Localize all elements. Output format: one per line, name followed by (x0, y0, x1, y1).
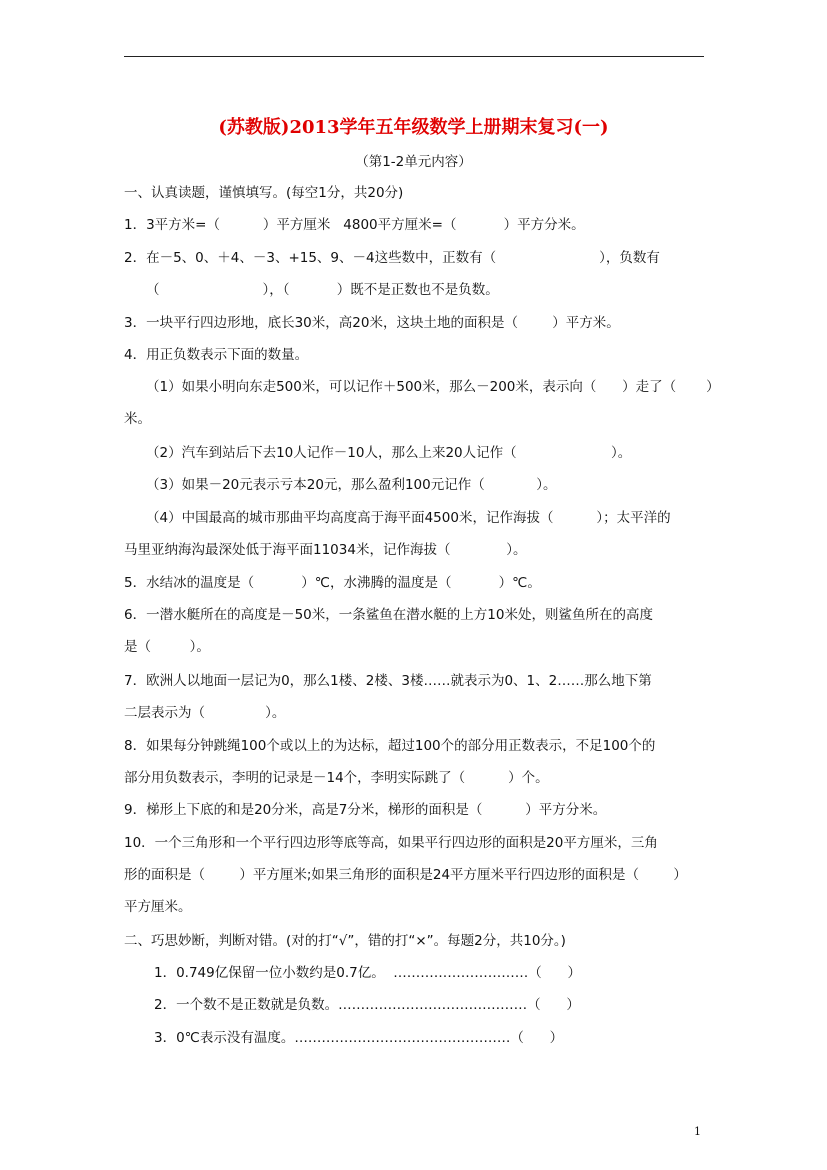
section2-heading: 二、巧思妙断，判断对错。(对的打“√”，错的打“×”。每题2分，共10分。) (124, 933, 566, 949)
question-3: 3．一块平行四边形地，底长30米，高20米，这块土地的面积是（ ）平方米。 (124, 315, 620, 331)
question-7-line-2: 二层表示为（ ）。 (124, 705, 286, 721)
question-4-1-line-2: 米。 (124, 411, 151, 427)
question-6-line-1: 6．一潜水艇所在的高度是－50米，一条鲨鱼在潜水艇的上方10米处，则鲨鱼所在的高度 (124, 607, 653, 623)
question-6-line-2: 是（ ）。 (124, 639, 210, 655)
section1-heading: 一、认真读题，谨慎填写。(每空1分，共20分) (124, 185, 404, 201)
question-10-line-3: 平方厘米。 (124, 899, 192, 915)
question-10-line-2: 形的面积是（ ）平方厘米;如果三角形的面积是24平方厘米平行四边形的面积是（ ） (124, 867, 687, 883)
question-10-line-1: 10．一个三角形和一个平行四边形等底等高，如果平行四边形的面积是20平方厘米，三角 (124, 835, 658, 851)
question-2-line-2: （ ），（ ）既不是正数也不是负数。 (146, 282, 499, 298)
page-title: (苏教版)2013学年五年级数学上册期末复习(一) (218, 117, 609, 138)
judgement-1: 1．0.749亿保留一位小数约是0.7亿。 …………………………（ ） (154, 965, 582, 981)
page-subtitle: （第1-2单元内容） (355, 154, 472, 170)
question-4-3: （3）如果－20元表示亏本20元，那么盈利100元记作（ ）。 (146, 477, 557, 493)
question-5: 5．水结冰的温度是（ ）℃，水沸腾的温度是（ ）℃。 (124, 575, 541, 591)
question-8-line-1: 8．如果每分钟跳绳100个或以上的为达标，超过100个的部分用正数表示，不足100个的 (124, 738, 656, 754)
question-8-line-2: 部分用负数表示，李明的记录是－14个，李明实际跳了（ ）个。 (124, 770, 549, 786)
question-9: 9．梯形上下底的和是20分米，高是7分米，梯形的面积是（ ）平方分米。 (124, 802, 607, 818)
question-4: 4．用正负数表示下面的数量。 (124, 347, 309, 363)
judgement-3: 3．0℃表示没有温度。…………………………………………（ ） (154, 1030, 564, 1046)
question-1: 1．3平方米=（ ）平方厘米 4800平方厘米=（ ）平方分米。 (124, 217, 585, 233)
question-4-1-line-1: （1）如果小明向东走500米，可以记作＋500米，那么－200米，表示向（ ）走了（ ） (146, 379, 720, 395)
question-2-line-1: 2．在－5、0、＋4、－3、+15、9、－4这些数中，正数有（ ），负数有 (124, 250, 660, 266)
judgement-2: 2．一个数不是正数就是负数。……………………………………（ ） (154, 997, 580, 1013)
question-7-line-1: 7．欧洲人以地面一层记为0，那么1楼、2楼、3楼……就表示为0、1、2……那么地下第 (124, 673, 652, 689)
question-4-2: （2）汽车到站后下去10人记作－10人，那么上来20人记作（ ）。 (146, 445, 632, 461)
question-4-4-line-1: （4）中国最高的城市那曲平均高度高于海平面4500米，记作海拔（ ）；太平洋的 (146, 510, 671, 526)
header-rule (124, 56, 704, 57)
question-4-4-line-2: 马里亚纳海沟最深处低于海平面11034米，记作海拔（ ）。 (124, 542, 527, 558)
page-number: 1 (694, 1125, 701, 1138)
